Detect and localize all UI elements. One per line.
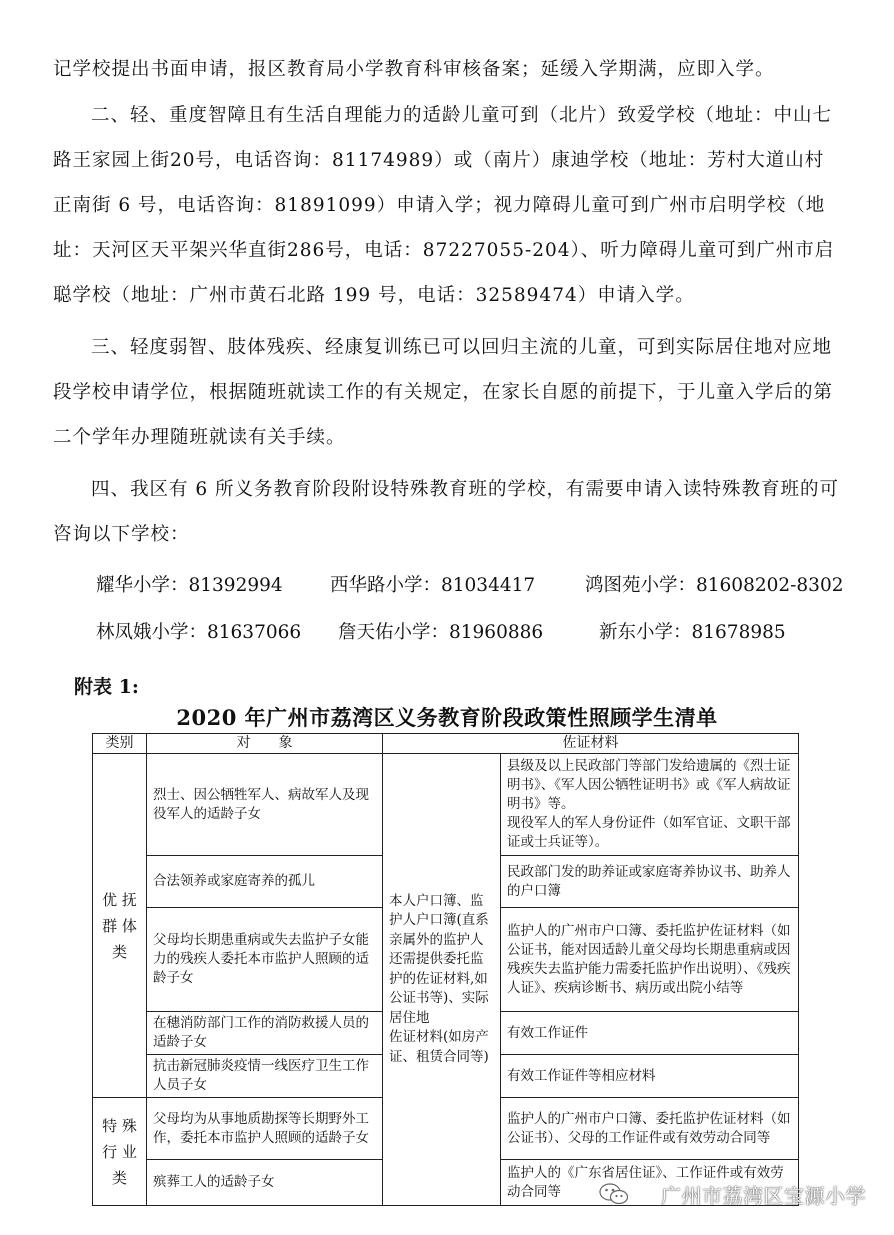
subject-cell: 抗击新冠肺炎疫情一线医疗卫生工作人员子女: [147, 1055, 383, 1098]
policy-table: [92, 733, 799, 1206]
proof-cell: 有效工作证件: [501, 1012, 799, 1055]
attachment-label: 附表 1:: [74, 676, 139, 698]
table-title: 2020 年广州市荔湾区义务教育阶段政策性照顾学生清单: [176, 705, 718, 730]
proof-cell: 监护人的《广东省居住证》、工作证件或有效劳动合同等: [501, 1160, 799, 1206]
proof-cell: 县级及以上民政部门等部门发给遗属的《烈士证明书》、《军人因公牺牲证明书》或《军人病故证明书》等。 现役军人的军人身份证件（如军官证、文职干部证或士兵证等）。: [501, 754, 799, 856]
proof-cell: 民政部门发的助养证或家庭寄养协议书、助养人的户口簿: [501, 856, 799, 908]
proof-cell: 监护人的广州市户口簿、委托监护佐证材料（如公证书，能对因适龄儿童父母均长期患重病或因残疾失去监护能力需委托监护作出说明）、《残疾人证》、疾病诊断书、病历或出院小结等: [501, 908, 799, 1012]
school-contact: 詹天佑小学：81960886: [338, 622, 544, 643]
wechat-icon: [598, 1181, 630, 1207]
subject-cell: 烈士、因公牺牲军人、病故军人及现役军人的适龄子女: [147, 754, 383, 856]
school-contact: 西华路小学：81034417: [330, 575, 536, 596]
common-proof-cell: 本人户口簿、监护人户口簿(直系亲属外的监护人还需提供委托监护的佐证材料,如公证书等)、实际居住地 佐证材料(如房产证、租赁合同等): [383, 754, 501, 1206]
paragraph-four: 四、我区有 6 所义务教育阶段附设特殊教育班的学校，有需要申请入读特殊教育班的可咨询以下学校：: [53, 479, 840, 545]
paragraph-continued: 记学校提出书面申请，报区教育局小学教育科审核备案；延缓入学期满，应即入学。: [53, 59, 775, 80]
paragraph-three: 三、轻度弱智、肢体残疾、经康复训练已可以回归主流的儿童，可到实际居住地对应地段学校申请学位，根据随班就读工作的有关规定，在家长自愿的前提下，于儿童入学后的第二个学年办理随班就读有关手续。: [53, 337, 834, 448]
header-category: 类别: [93, 734, 147, 754]
school-row: [96, 571, 856, 601]
school-contact: 耀华小学：81392994: [96, 575, 283, 596]
subject-cell: 在穗消防部门工作的消防救援人员的适龄子女: [147, 1012, 383, 1055]
subject-cell: 殡葬工人的适龄子女: [147, 1160, 383, 1206]
subject-cell: 父母均长期患重病或失去监护子女能力的残疾人委托本市监护人照顾的适龄子女: [147, 908, 383, 1012]
watermark: 广州市荔湾区宝源小学: [661, 1184, 866, 1208]
school-row: [96, 618, 856, 648]
subject-cell: 父母均为从事地质勘探等长期野外工作，委托本市监护人照顾的适龄子女: [147, 1098, 383, 1160]
subject-cell: 合法领养或家庭寄养的孤儿: [147, 856, 383, 908]
table-row: [93, 754, 799, 856]
school-contact: 新东小学：81678985: [599, 622, 786, 643]
proof-cell: 有效工作证件等相应材料: [501, 1055, 799, 1098]
school-contact: 林凤娥小学：81637066: [96, 622, 302, 643]
proof-cell: 监护人的广州市户口簿、委托监护佐证材料（如公证书）、父母的工作证件或有效劳动合同等: [501, 1098, 799, 1160]
category-cell: 特 殊 行 业 类: [93, 1098, 147, 1206]
paragraph-two: 二、轻、重度智障且有生活自理能力的适龄儿童可到（北片）致爱学校（地址：中山七路王家园上街20号，电话咨询：81174989）或（南片）康迪学校（地址：芳村大道山村正南街 6 号，电话咨询：81891099）申请入学；视力障碍儿童可到广州市启明学校（地址：天河区天平架兴华直街286号，电话：87227055-204）、听力障碍儿童可到广州市启聪学校（地址：广州市黄石北路 199 号，电话：32589474）申请入学。: [53, 105, 835, 306]
table-header-row: [93, 734, 799, 754]
school-contact: 鸿图苑小学：81608202-8302: [585, 575, 844, 596]
category-cell: 优 抚 群 体 类: [93, 754, 147, 1098]
header-proof: 佐证材料: [383, 734, 799, 754]
header-subject: 对 象: [147, 734, 383, 754]
